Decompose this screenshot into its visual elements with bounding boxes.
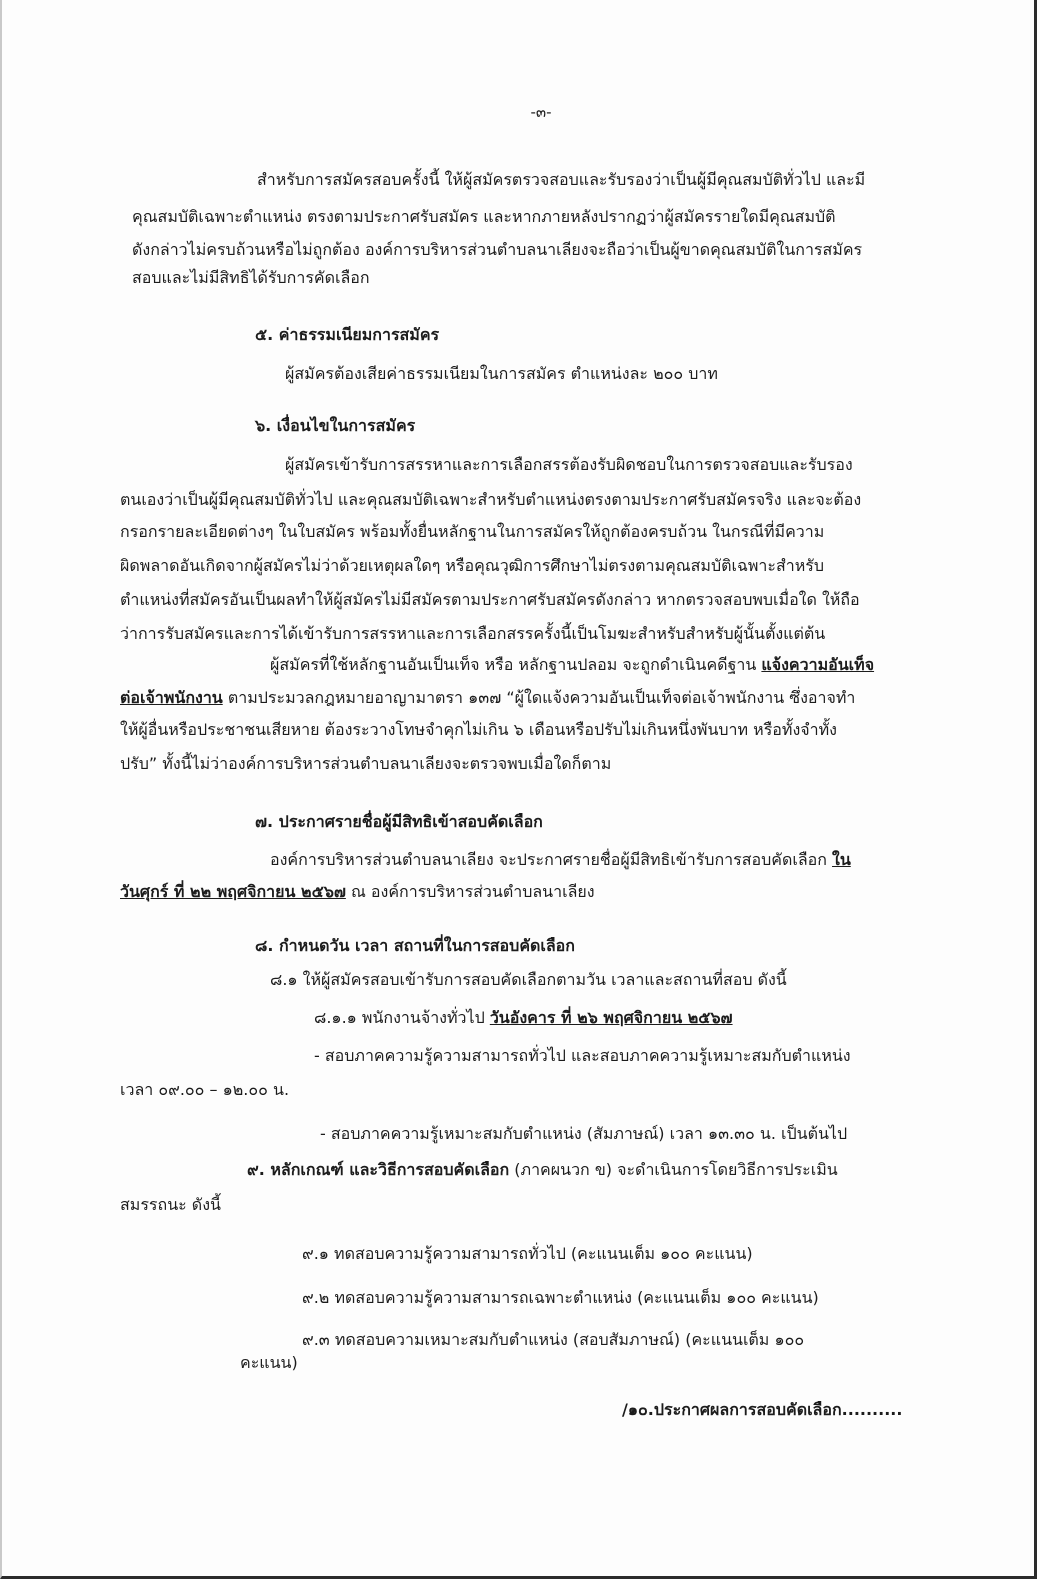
section-6-para2-line-3: ให้ผู้อื่นหรือประชาชนเสียหาย ต้องระวางโทษจำคุกไม่เกิน ๖ เดือนหรือปรับไม่เกินหนึ่งพันบาท หรือทั้งจำทั้ง bbox=[120, 720, 837, 739]
officer-phrase: ต่อเจ้าพนักงาน bbox=[120, 688, 223, 707]
section-9-item-3-line-1: ๙.๓ ทดสอบความเหมาะสมกับตำแหน่ง (สอบสัมภาษณ์) (คะแนนเต็ม ๑๐๐ bbox=[302, 1330, 805, 1349]
section-6-para2-line-1 bbox=[270, 655, 874, 675]
section-6-para1-line-1: ผู้สมัครเข้ารับการสรรหาและการเลือกสรรต้องรับผิดชอบในการตรวจสอบและรับรอง bbox=[285, 455, 853, 474]
section-7-in-phrase: ใน bbox=[832, 850, 851, 869]
section-9-heading-text: (ภาคผนวก ข) จะดำเนินการโดยวิธีการประเมิน bbox=[509, 1160, 838, 1179]
section-6-para1-line-2: ตนเองว่าเป็นผู้มีคุณสมบัติทั่วไป และคุณสมบัติเฉพาะสำหรับตำแหน่งตรงตามประกาศรับสมัครจริง และจะต้อง bbox=[120, 490, 862, 509]
section-9-line-2: สมรรถนะ ดังนี้ bbox=[120, 1195, 221, 1214]
section-8-sub-1: ๘.๑ ให้ผู้สมัครสอบเข้ารับการสอบคัดเลือกตามวัน เวลาและสถานที่สอบ ดังนี้ bbox=[270, 970, 787, 989]
section-9-heading bbox=[247, 1160, 838, 1180]
section-6-para2-line-2 bbox=[120, 688, 855, 708]
section-6-heading: ๖. เงื่อนไขในการสมัคร bbox=[255, 416, 416, 435]
intro-line-1: สำหรับการสมัครสอบครั้งนี้ ให้ผู้สมัครตรวจสอบและรับรองว่าเป็นผู้มีคุณสมบัติทั่วไป และมี bbox=[257, 170, 866, 189]
section-8-item-1-line-2: เวลา ๐๙.๐๐ – ๑๒.๐๐ น. bbox=[120, 1080, 290, 1099]
section-8-item-1-line-1: - สอบภาคความรู้ความสามารถทั่วไป และสอบภาคความรู้เหมาะสมกับตำแหน่ง bbox=[314, 1046, 851, 1065]
page-number: -๓- bbox=[530, 103, 552, 121]
section-6-para2-line-4: ปรับ” ทั้งนี้ไม่ว่าองค์การบริหารส่วนตำบลนาเลียงจะตรวจพบเมื่อใดก็ตาม bbox=[120, 754, 612, 773]
section-5-heading: ๕. ค่าธรรมเนียมการสมัคร bbox=[255, 325, 440, 344]
continuation-note: /๑๐.ประกาศผลการสอบคัดเลือก.......... bbox=[622, 1400, 903, 1419]
false-report-phrase: แจ้งความอันเท็จ bbox=[761, 655, 875, 674]
section-6-para1-line-5: ตำแหน่งที่สมัครอันเป็นผลทำให้ผู้สมัครไม่มีสมัครตามประกาศรับสมัครดังกล่าว หากตรวจสอบพบเมื่อใด ให้ถือ bbox=[120, 590, 860, 609]
section-7-line-1-text: องค์การบริหารส่วนตำบลนาเลียง จะประกาศรายชื่อผู้มีสิทธิเข้ารับการสอบคัดเลือก bbox=[270, 850, 833, 869]
section-8-item-2: - สอบภาคความรู้เหมาะสมกับตำแหน่ง (สัมภาษณ์) เวลา ๑๓.๓๐ น. เป็นต้นไป bbox=[320, 1124, 848, 1143]
section-6-para1-line-4: ผิดพลาดอันเกิดจากผู้สมัครไม่ว่าด้วยเหตุผลใดๆ หรือคุณวุฒิการศึกษาไม่ตรงตามคุณสมบัติเฉพาะสำหรับ bbox=[120, 556, 825, 575]
section-6-para1-line-3: กรอกรายละเอียดต่างๆ ในใบสมัคร พร้อมทั้งยื่นหลักฐานในการสมัครให้ถูกต้องครบถ้วน ในกรณีที่มีความ bbox=[120, 522, 825, 541]
intro-line-2: คุณสมบัติเฉพาะตำแหน่ง ตรงตามประกาศรับสมัคร และหากภายหลังปรากฏว่าผู้สมัครรายใดมีคุณสมบัติ bbox=[132, 207, 836, 226]
section-9-item-2: ๙.๒ ทดสอบความรู้ความสามารถเฉพาะตำแหน่ง (คะแนนเต็ม ๑๐๐ คะแนน) bbox=[302, 1288, 819, 1307]
section-8-sub-1-1-text: ๘.๑.๑ พนักงานจ้างทั่วไป bbox=[314, 1008, 490, 1027]
section-6-para1-line-6: ว่าการรับสมัครและการได้เข้ารับการสรรหาและการเลือกสรรครั้งนี้เป็นโมฆะสำหรับสำหรับผู้นั้นตั้งแต่ต้น bbox=[120, 624, 826, 643]
intro-line-3: ดังกล่าวไม่ครบถ้วนหรือไม่ถูกต้อง องค์การบริหารส่วนตำบลนาเลียงจะถือว่าเป็นผู้ขาดคุณสมบัติในการสมัคร bbox=[132, 240, 863, 259]
intro-line-4: สอบและไม่มีสิทธิได้รับการคัดเลือก bbox=[132, 268, 370, 287]
section-6-para2-line-2-text: ตามประมวลกฎหมายอาญามาตรา ๑๓๗ “ผู้ใดแจ้งความอันเป็นเท็จต่อเจ้าพนักงาน ซึ่งอาจทำ bbox=[222, 688, 856, 707]
section-5-text: ผู้สมัครต้องเสียค่าธรรมเนียมในการสมัคร ตำแหน่งละ ๒๐๐ บาท bbox=[285, 364, 718, 383]
announcement-date: วันศุกร์ ที่ ๒๒ พฤศจิกายน ๒๕๖๗ bbox=[120, 882, 346, 901]
section-7-line-2-text: ณ องค์การบริหารส่วนตำบลนาเลียง bbox=[345, 882, 595, 901]
section-6-para2-line-1-text: ผู้สมัครที่ใช้หลักฐานอันเป็นเท็จ หรือ หลักฐานปลอม จะถูกดำเนินคดีฐาน bbox=[270, 655, 762, 674]
exam-date: วันอังคาร ที่ ๒๖ พฤศจิกายน ๒๕๖๗ bbox=[489, 1008, 733, 1027]
section-9-heading-bold: ๙. หลักเกณฑ์ และวิธีการสอบคัดเลือก bbox=[247, 1160, 510, 1179]
section-7-line-2 bbox=[120, 882, 595, 902]
section-7-heading: ๗. ประกาศรายชื่อผู้มีสิทธิเข้าสอบคัดเลือก bbox=[255, 812, 543, 831]
section-9-item-1: ๙.๑ ทดสอบความรู้ความสามารถทั่วไป (คะแนนเต็ม ๑๐๐ คะแนน) bbox=[302, 1244, 753, 1263]
section-8-sub-1-1 bbox=[314, 1008, 733, 1028]
section-7-line-1 bbox=[270, 850, 851, 870]
section-8-heading: ๘. กำหนดวัน เวลา สถานที่ในการสอบคัดเลือก bbox=[255, 936, 575, 955]
section-9-item-3-line-2: คะแนน) bbox=[240, 1353, 298, 1372]
